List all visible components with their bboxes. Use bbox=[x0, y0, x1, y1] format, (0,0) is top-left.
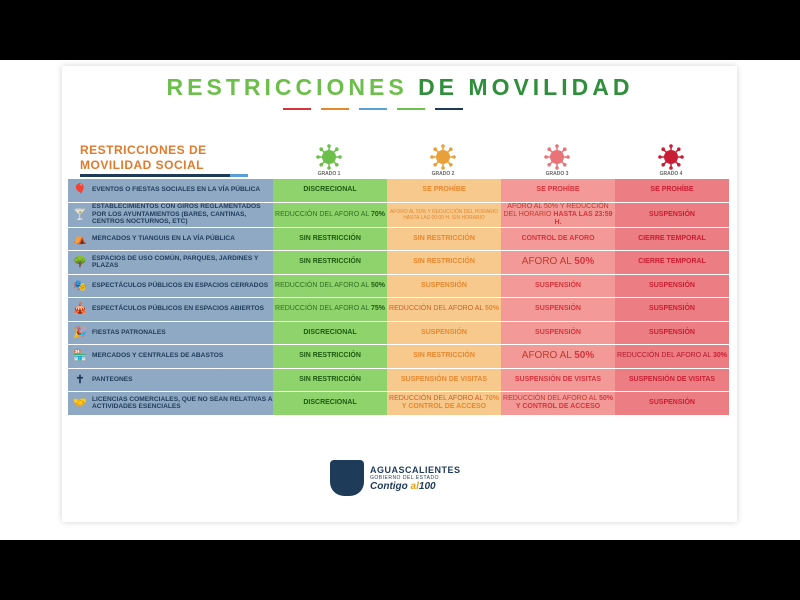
section-heading bbox=[80, 143, 207, 173]
grade-3-cell bbox=[501, 202, 615, 227]
handshake-icon: 🤝 bbox=[73, 397, 87, 410]
grade-2-cell: SIN RESTRICCIÓN bbox=[387, 227, 501, 251]
cocktail-icon: 🍸 bbox=[73, 208, 87, 221]
coat-of-arms-icon bbox=[330, 460, 364, 496]
grade-3-cell bbox=[501, 345, 615, 369]
grade-1-cell bbox=[273, 298, 387, 322]
grade-header-2 bbox=[387, 144, 499, 177]
grade-2-cell: SE PROHÍBE bbox=[387, 179, 501, 202]
section-underline-accent bbox=[230, 174, 248, 177]
cell-value: 70% Y CONTROL DE ACCESO bbox=[401, 395, 499, 411]
grade-1-cell: SIN RESTRICCIÓN bbox=[273, 368, 387, 392]
grade-3-cell: SUSPENSIÓN bbox=[501, 298, 615, 322]
title-part-2: DE MOVILIDAD bbox=[418, 74, 634, 100]
activity-label: ESPECTÁCULOS PÚBLICOS EN ESPACIOS ABIERTOS bbox=[92, 305, 265, 313]
park-icon: 🌳 bbox=[73, 256, 87, 269]
grade-1-cell: SIN RESTRICCIÓN bbox=[273, 345, 387, 369]
grade-4-cell: SUSPENSIÓN bbox=[615, 274, 729, 298]
cell-value: 75% bbox=[370, 305, 385, 313]
logo-name: AGUASCALIENTES bbox=[370, 464, 461, 475]
cell-value: 50% bbox=[574, 255, 595, 267]
cell-value: 50% Y CONTROL DE ACCESO bbox=[515, 395, 613, 411]
grade-3-cell: SUSPENSIÓN bbox=[501, 274, 615, 298]
slide-frame bbox=[0, 60, 800, 540]
title-underline-segment bbox=[435, 108, 463, 110]
grade-1-cell: DISCRECIONAL bbox=[273, 179, 387, 202]
grade-4-cell: SUSPENSIÓN bbox=[615, 321, 729, 345]
activity-cell bbox=[68, 321, 273, 345]
cemetery-icon: ✝ bbox=[75, 373, 85, 386]
activity-label: LICENCIAS COMERCIALES, QUE NO SEAN RELATIVAS A ACTIVIDADES ESENCIALES bbox=[92, 395, 273, 411]
grade-2-cell bbox=[387, 392, 501, 416]
activity-label: EVENTOS O FIESTAS SOCIALES EN LA VÍA PÚBLICA bbox=[92, 186, 261, 194]
section-heading-line-1: RESTRICCIONES DE bbox=[80, 143, 207, 157]
virus-icon bbox=[544, 144, 570, 170]
virus-icon bbox=[658, 144, 684, 170]
table-row bbox=[68, 251, 729, 275]
logo-subtitle: GOBIERNO DEL ESTADO bbox=[370, 474, 439, 481]
grade-2-cell bbox=[387, 298, 501, 322]
grade-4-cell: SUSPENSIÓN bbox=[615, 392, 729, 416]
cell-value: 70% bbox=[370, 210, 385, 218]
grade-1-cell: DISCRECIONAL bbox=[273, 392, 387, 416]
market-stall-icon: ⛺ bbox=[73, 232, 87, 245]
cell-text: REDUCCIÓN DEL AFORO AL bbox=[617, 352, 713, 360]
page-title bbox=[0, 74, 800, 101]
festival-icon: 🎉 bbox=[73, 326, 87, 339]
grade-1-cell: SIN RESTRICCIÓN bbox=[273, 251, 387, 275]
grade-2-cell: SIN RESTRICCIÓN bbox=[387, 345, 501, 369]
grade-4-cell: CIERRE TEMPORAL bbox=[615, 227, 729, 251]
table-row bbox=[68, 392, 729, 416]
grade-label: GRADO 4 bbox=[659, 171, 683, 177]
grade-4-cell: SUSPENSIÓN bbox=[615, 298, 729, 322]
cell-value: HASTA LAS 23:59 H. bbox=[553, 210, 613, 226]
grade-4-cell: SUSPENSIÓN bbox=[615, 202, 729, 227]
grade-3-cell bbox=[501, 392, 615, 416]
slogan-part-2: al bbox=[410, 480, 419, 492]
activity-cell bbox=[68, 368, 273, 392]
title-part-1: RESTRICCIONES bbox=[166, 74, 408, 100]
cell-text: AFORO AL bbox=[521, 255, 575, 267]
grade-4-cell bbox=[615, 345, 729, 369]
cell-value: 50% bbox=[484, 305, 499, 313]
title-underline-segment bbox=[397, 108, 425, 110]
grade-4-cell: SUSPENSIÓN DE VISITAS bbox=[615, 368, 729, 392]
store-icon: 🏪 bbox=[73, 350, 87, 363]
activity-label: MERCADOS Y TIANGUIS EN LA VÍA PÚBLICA bbox=[92, 234, 235, 242]
grade-3-cell: CONTROL DE AFORO bbox=[501, 227, 615, 251]
section-heading-line-2: MOVILIDAD SOCIAL bbox=[80, 158, 204, 172]
theater-icon: 🎭 bbox=[73, 279, 87, 292]
balloons-icon: 🎈 bbox=[73, 184, 87, 197]
activity-cell bbox=[68, 345, 273, 369]
logo-slogan bbox=[370, 481, 461, 492]
activity-label: FIESTAS PATRONALES bbox=[92, 328, 166, 336]
grade-label: GRADO 1 bbox=[317, 171, 341, 177]
grade-3-cell: SUSPENSIÓN DE VISITAS bbox=[501, 368, 615, 392]
table-row bbox=[68, 227, 729, 251]
cell-text: REDUCCIÓN DEL AFORO AL bbox=[275, 281, 371, 289]
slogan-part-3: 100 bbox=[418, 480, 436, 492]
grade-3-cell: SE PROHÍBE bbox=[501, 179, 615, 202]
cell-text: REDUCCIÓN DEL AFORO AL bbox=[389, 305, 485, 313]
activity-cell bbox=[68, 202, 273, 227]
table-row bbox=[68, 345, 729, 369]
cell-value: 30% bbox=[712, 352, 727, 360]
grade-1-cell: DISCRECIONAL bbox=[273, 321, 387, 345]
activity-cell bbox=[68, 298, 273, 322]
table-row bbox=[68, 298, 729, 322]
table-row bbox=[68, 202, 729, 227]
grade-3-cell bbox=[501, 251, 615, 275]
activity-cell bbox=[68, 274, 273, 298]
slogan-part-1: Contigo bbox=[370, 480, 408, 492]
table-row bbox=[68, 179, 729, 202]
table-row bbox=[68, 274, 729, 298]
grade-header-1 bbox=[273, 144, 385, 177]
grade-label: GRADO 2 bbox=[431, 171, 455, 177]
grade-2-cell: SUSPENSIÓN bbox=[387, 321, 501, 345]
table-row bbox=[68, 368, 729, 392]
cell-value: 50% bbox=[370, 281, 385, 289]
virus-icon bbox=[316, 144, 342, 170]
activity-cell bbox=[68, 227, 273, 251]
title-underline bbox=[283, 108, 463, 110]
virus-icon bbox=[430, 144, 456, 170]
stage-icon: 🎪 bbox=[73, 303, 87, 316]
government-logo bbox=[330, 460, 461, 496]
activity-label: ESPECTÁCULOS PÚBLICOS EN ESPACIOS CERRADOS bbox=[92, 281, 269, 289]
cell-text: REDUCCIÓN DEL AFORO AL bbox=[389, 395, 485, 403]
grade-2-cell: AFORO AL 50% Y REDUCCIÓN DEL HORARIO HASTA LAS 00:00 H. SIN HORARIO bbox=[387, 202, 501, 227]
cell-text: AFORO AL 50% Y REDUCCIÓN DEL HORARIO bbox=[503, 202, 609, 218]
grade-1-cell bbox=[273, 202, 387, 227]
grade-2-cell: SUSPENSIÓN bbox=[387, 274, 501, 298]
cell-value: 50% bbox=[574, 349, 595, 361]
grade-1-cell bbox=[273, 274, 387, 298]
activity-label: PANTEONES bbox=[92, 375, 133, 383]
activity-cell bbox=[68, 392, 273, 416]
grade-1-cell: SIN RESTRICCIÓN bbox=[273, 227, 387, 251]
grade-4-cell: CIERRE TEMPORAL bbox=[615, 251, 729, 275]
grade-header-4 bbox=[615, 144, 727, 177]
grade-3-cell: SUSPENSIÓN bbox=[501, 321, 615, 345]
activity-label: MERCADOS Y CENTRALES DE ABASTOS bbox=[92, 352, 224, 360]
grade-2-cell: SUSPENSIÓN DE VISITAS bbox=[387, 368, 501, 392]
title-underline-segment bbox=[283, 108, 311, 110]
table-row bbox=[68, 321, 729, 345]
section-underline bbox=[80, 174, 230, 177]
cell-text: AFORO AL bbox=[521, 349, 575, 361]
grade-label: GRADO 3 bbox=[545, 171, 569, 177]
grade-header-3 bbox=[501, 144, 613, 177]
cell-text: REDUCCIÓN DEL AFORO AL bbox=[275, 210, 371, 218]
activity-cell bbox=[68, 251, 273, 275]
cell-text: REDUCCIÓN DEL AFORO AL bbox=[275, 305, 371, 313]
grade-2-cell: SIN RESTRICCIÓN bbox=[387, 251, 501, 275]
restrictions-table bbox=[68, 179, 729, 416]
title-underline-segment bbox=[321, 108, 349, 110]
title-underline-segment bbox=[359, 108, 387, 110]
cell-text: REDUCCIÓN DEL AFORO AL bbox=[503, 395, 599, 403]
grade-4-cell: SE PROHÍBE bbox=[615, 179, 729, 202]
activity-cell bbox=[68, 179, 273, 202]
activity-label: ESPACIOS DE USO COMÚN, PARQUES, JARDINES Y PLAZAS bbox=[92, 254, 259, 270]
activity-label: ESTABLECIMIENTOS CON GIROS REGLAMENTADOS POR LOS AYUNTAMIENTOS (BARES, CANTINAS, CENTROS NOCTURNOS, ETC) bbox=[92, 203, 261, 226]
